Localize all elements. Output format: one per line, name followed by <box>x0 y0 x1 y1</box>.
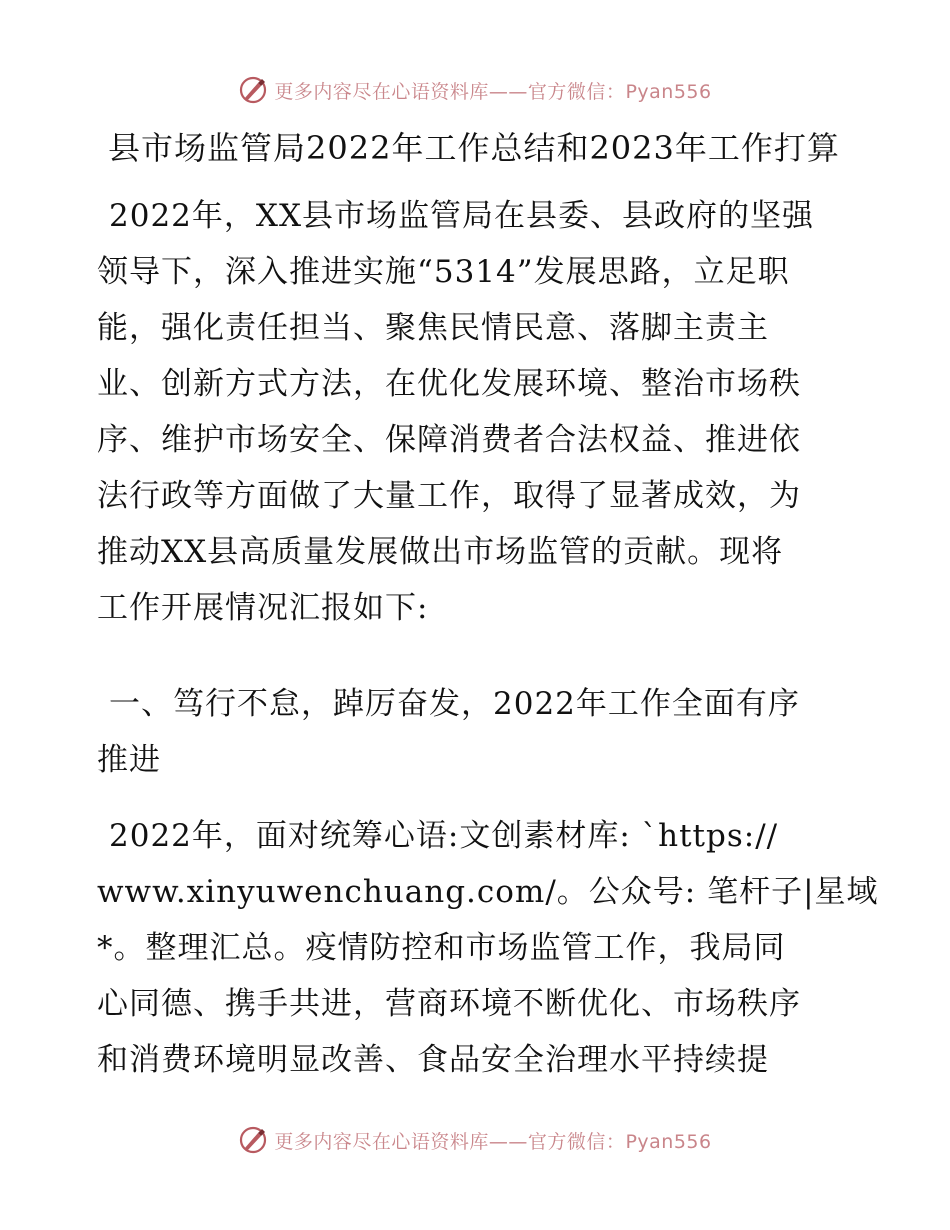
section-body-paragraph <box>97 808 879 1088</box>
heading-line: 一、笃行不怠，踔厉奋发，2022年工作全面有序 <box>109 686 800 722</box>
paragraph-line: *。整理汇总。疫情防控和市场监管工作，我局同 <box>97 930 786 966</box>
paragraph-line: 业、创新方式方法，在优化发展环境、整治市场秩 <box>97 366 801 402</box>
paragraph-line: 2022年，面对统筹心语:文创素材库: `https:// <box>109 818 779 854</box>
document-title: 县市场监管局2022年工作总结和2023年工作打算 <box>108 129 840 167</box>
watermark-text: 更多内容尽在心语资料库——官方微信：Pyan556 <box>274 1130 712 1153</box>
paragraph-line: 工作开展情况汇报如下: <box>97 590 429 626</box>
paragraph-line: 和消费环境明显改善、食品安全治理水平持续提 <box>97 1042 769 1078</box>
footer-watermark <box>0 1120 950 1160</box>
header-watermark <box>0 70 950 110</box>
pen-logo-icon <box>238 75 268 105</box>
paragraph-line: 推动XX县高质量发展做出市场监管的贡献。现将 <box>97 534 784 570</box>
paragraph-line: 心同德、携手共进，营商环境不断优化、市场秩序 <box>97 986 801 1022</box>
paragraph-line: 领导下，深入推进实施“5314”发展思路，立足职 <box>97 254 790 290</box>
section-heading <box>97 676 857 788</box>
intro-paragraph <box>97 188 857 636</box>
watermark-text: 更多内容尽在心语资料库——官方微信：Pyan556 <box>274 80 712 103</box>
heading-line: 推进 <box>97 742 161 778</box>
paragraph-line: 2022年，XX县市场监管局在县委、县政府的坚强 <box>109 198 815 234</box>
paragraph-line: 法行政等方面做了大量工作，取得了显著成效，为 <box>97 478 801 514</box>
paragraph-line: 能，强化责任担当、聚焦民情民意、落脚主责主 <box>97 310 769 346</box>
paragraph-line: www.xinyuwenchuang.com/。公众号: 笔杆子|星域 <box>97 874 879 910</box>
paragraph-line: 序、维护市场安全、保障消费者合法权益、推进依 <box>97 422 801 458</box>
pen-logo-icon <box>238 1125 268 1155</box>
